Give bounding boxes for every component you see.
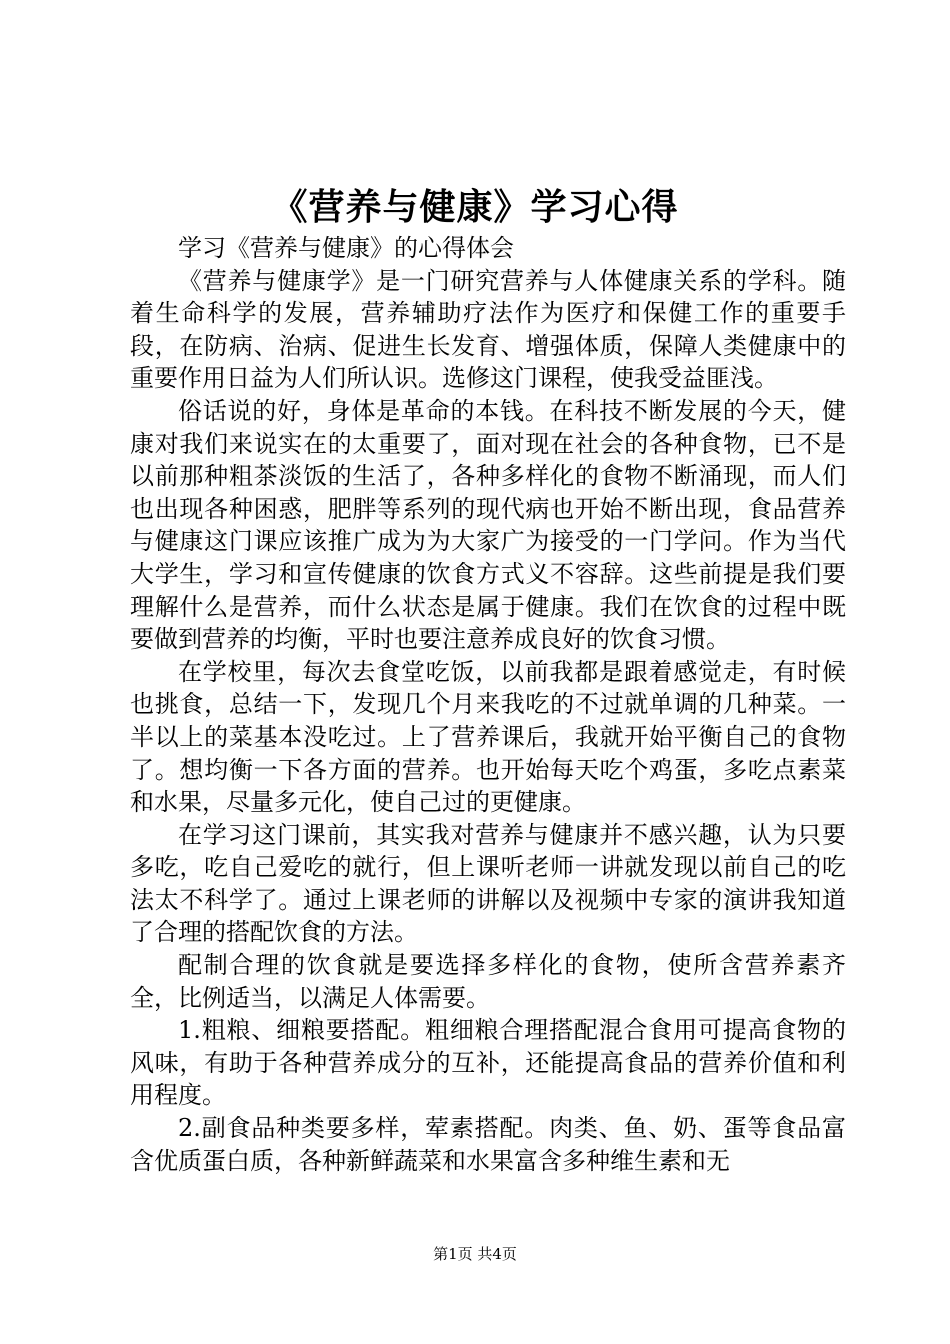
document-title: 《营养与健康》学习心得 [271,186,679,228]
paragraph: 配制合理的饮食就是要选择多样化的食物，使所含营养素齐全，比例适当，以满足人体需要。 [130,951,846,1012]
paragraph: 在学习这门课前，其实我对营养与健康并不感兴趣，认为只要多吃，吃自己爱吃的就行，但上课听老师一讲就发现以前自己的吃法太不科学了。通过上课老师的讲解以及视频中专家的演讲我知道了合理的搭配饮食的方法。 [130,820,846,947]
paragraph-subtitle: 学习《营养与健康》的心得体会 [178,234,514,262]
page-number-footer: 第1页 共4页 [433,1245,517,1263]
paragraph: 《营养与健康学》是一门研究营养与人体健康关系的学科。随着生命科学的发展，营养辅助疗法作为医疗和保健工作的重要手段，在防病、治病、促进生长发育、增强体质，保障人类健康中的重要作用日益为人们所认识。选修这门课程，使我受益匪浅。 [130,266,846,393]
paragraph: 俗话说的好，身体是革命的本钱。在科技不断发展的今天，健康对我们来说实在的太重要了，面对现在社会的各种食物，已不是以前那种粗茶淡饭的生活了，各种多样化的食物不断涌现，而人们也出现各种困惑，肥胖等系列的现代病也开始不断出现，食品营养与健康这门课应该推广成为为大家广为接受的一门学问。作为当代大学生，学习和宣传健康的饮食方式义不容辞。这些前提是我们要理解什么是营养，而什么状态是属于健康。我们在饮食的过程中既要做到营养的均衡，平时也要注意养成良好的饮食习惯。 [130,396,846,654]
document-body [130,232,846,1177]
paragraph: 在学校里，每次去食堂吃饭，以前我都是跟着感觉走，有时候也挑食，总结一下，发现几个月来我吃的不过就单调的几种菜。一半以上的菜基本没吃过。上了营养课后，我就开始平衡自己的食物了。想均衡一下各方面的营养。也开始每天吃个鸡蛋，多吃点素菜和水果，尽量多元化，使自己过的更健康。 [130,657,846,817]
list-item: 1.粗粮、细粮要搭配。粗细粮合理搭配混合食用可提高食物的风味，有助于各种营养成分的互补，还能提高食品的营养价值和利用程度。 [130,1016,846,1110]
list-item: 2.副食品种类要多样，荤素搭配。肉类、鱼、奶、蛋等食品富含优质蛋白质，各种新鲜蔬菜和水果富含多种维生素和无 [130,1114,846,1175]
